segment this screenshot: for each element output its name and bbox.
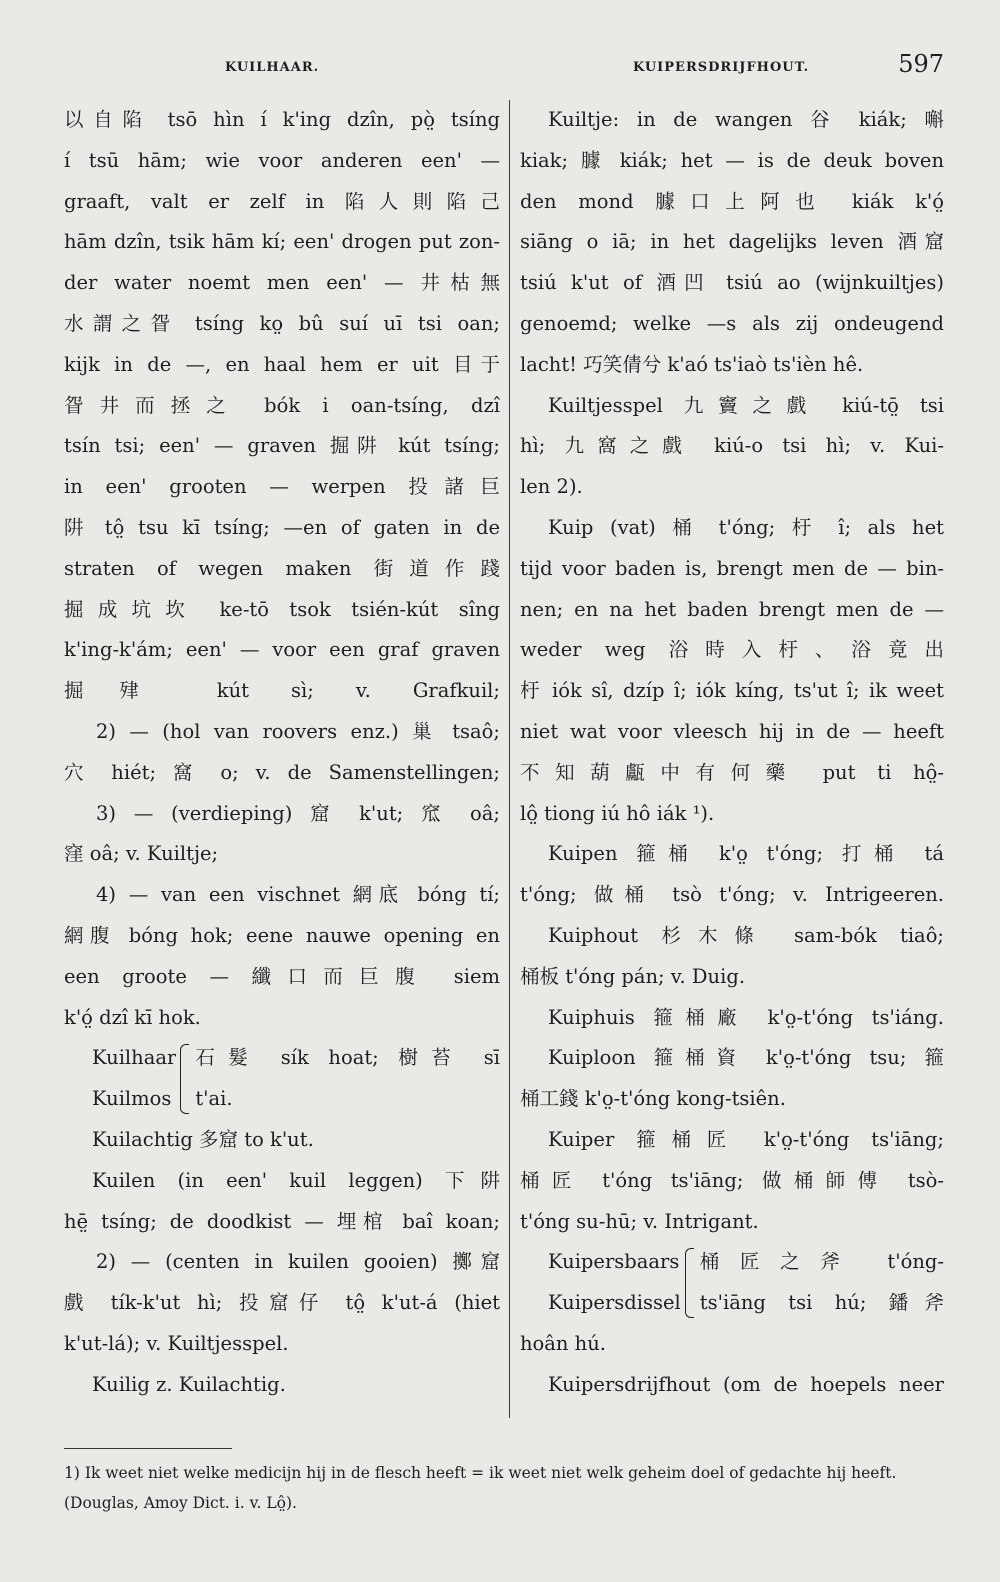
entry-line: in een' grooten — werpen 投諸巨 — [64, 475, 500, 499]
entry-line: den mond 臄口上阿也 kiák k'ó̤ — [520, 189, 944, 213]
entry-line: 2) — (hol van roovers enz.) 巢 tsaô; — [96, 719, 500, 743]
entry-line: Kuiphuis 箍桶廠 k'o̤-t'óng ts'iáng. — [548, 1005, 944, 1029]
entry-line: weder weg 浴時入杅、浴竟出 — [520, 638, 944, 662]
entry-line: graaft, valt er zelf in 陷人則陷己 — [64, 189, 500, 213]
entry-line: 桶板 t'óng pán; v. Duig. — [520, 964, 746, 988]
entry-line: 掘肂 kút sì; v. Grafkuil; — [64, 679, 500, 703]
entry-line: Kuiltjesspel 九竇之戲 kiú-tō̤ tsi — [548, 393, 944, 417]
entry-line: 穴 hiét; 窩 o; v. de Samenstellingen; — [64, 760, 500, 784]
page-number: 597 — [898, 50, 944, 78]
entry-line: tsiú k'ut of 酒凹 tsiú ao (wijnkuiltjes) — [520, 271, 944, 295]
entry-line: t'óng; 做桶 tsò t'óng; v. Intrigeeren. — [520, 883, 944, 907]
entry-line: der water noemt men een' — 井枯無 — [64, 271, 500, 295]
entry-line: lacht! 巧笑倩兮 k'aó ts'iaò ts'ièn hê. — [520, 352, 864, 376]
entry-line: 網腹 bóng hok; eene nauwe opening en — [64, 923, 500, 947]
entry-line: straten of wegen maken 街道作踐 — [64, 556, 500, 580]
entry-line: genoemd; welke —s als zij ondeugend — [520, 311, 944, 335]
brace-headwords — [548, 1242, 681, 1324]
entry-line: ts'iāng tsi hú; 鐇斧 — [699, 1291, 944, 1315]
entry-line: 石髮 sík hoat; 樹苔 sī — [195, 1046, 500, 1070]
entry-line: tsín tsi; een' — graven 掘阱 kút tsíng; — [64, 434, 500, 458]
entry-line: Kuilachtig 多窟 to k'ut. — [92, 1127, 314, 1151]
headword: Kuipersbaars — [548, 1250, 680, 1274]
brace-entry-group — [64, 1038, 500, 1120]
brace-definition — [700, 1242, 944, 1324]
footnote-rule — [64, 1448, 232, 1449]
entry-line: 桶工錢 k'o̤-t'óng kong-tsiên. — [520, 1087, 786, 1111]
entry-line: 掘成坑坎 ke-tō tsok tsién-kút sîng — [64, 597, 500, 621]
running-head-center: KUIPERSDRIJFHOUT. — [633, 60, 810, 75]
entry-line: t'ai. — [195, 1087, 233, 1111]
entry-line: 戲 tík-k'ut hì; 投窟仔 tô̤ k'ut-á (hiet — [64, 1291, 500, 1315]
entry-line: 水謂之眢 tsíng ko̤ bû suí uī tsi oan; — [64, 311, 500, 335]
entry-line: kijk in de —, en haal hem er uit 目于 — [64, 352, 500, 376]
entry-line: hām dzîn, tsik hām kí; een' drogen put zon- — [64, 230, 500, 254]
entry-line: k'ut-lá); v. Kuiltjesspel. — [64, 1331, 289, 1355]
entry-line: hē̤ tsíng; de doodkist — 埋棺 baî koan; — [64, 1209, 500, 1233]
entry-line: Kuiper 箍桶匠 k'o̤-t'óng ts'iāng; — [548, 1127, 944, 1151]
entry-line: Kuip (vat) 桶 t'óng; 杅 î; als het — [548, 515, 944, 539]
brace-definition — [195, 1038, 500, 1120]
entry-line: 杅 iók sî, dzíp î; iók kíng, ts'ut î; ik weet — [520, 679, 944, 703]
entry-line: Kuilen (in een' kuil leggen) 下阱 — [92, 1168, 500, 1192]
entry-line: hoân hú. — [520, 1331, 606, 1355]
footnote-line: (Douglas, Amoy Dict. i. v. Lô̤). — [64, 1494, 297, 1512]
entry-line: Kuiltje: in de wangen 谷 kiák; 嘝 — [548, 108, 944, 131]
entry-line: lô̤ tiong iú hô iák ¹). — [520, 801, 715, 825]
entry-line: 眢井而拯之 bók i oan-tsíng, dzî — [64, 393, 500, 417]
entry-line: nen; en na het baden brengt men de — — [520, 597, 944, 621]
entry-line: len 2). — [520, 475, 583, 499]
curly-brace — [685, 1248, 694, 1318]
entry-line: Kuipen 箍桶 k'o̤ t'óng; 打桶 tá — [548, 842, 944, 866]
brace-headwords — [92, 1038, 176, 1120]
entry-line: Kuipersdrijfhout (om de hoepels neer — [548, 1372, 944, 1396]
entry-line: niet wat voor vleesch hij in de — heeft — [520, 719, 944, 743]
footnote — [64, 1458, 949, 1518]
entry-line: Kuiploon 箍桶資 k'o̤-t'óng tsu; 箍 — [548, 1046, 944, 1070]
entry-line: 2) — (centen in kuilen gooien) 擲窟 — [96, 1250, 500, 1274]
entry-line: 以自陷 tsō hìn í k'ing dzîn, pò̤ tsíng — [64, 108, 500, 131]
entry-line: tijd voor baden is, brengt men de — bin- — [520, 556, 944, 580]
entry-line: í tsū hām; wie voor anderen een' — — [64, 148, 500, 172]
entry-line: 窪 oâ; v. Kuiltje; — [64, 842, 219, 866]
entry-line: 3) — (verdieping) 窟 k'ut; 窊 oâ; — [96, 801, 500, 825]
headword: Kuipersdissel — [548, 1291, 681, 1315]
right-column — [520, 100, 944, 1406]
curly-brace — [180, 1044, 189, 1114]
brace-entry-group — [520, 1242, 944, 1324]
column-divider — [509, 100, 510, 1418]
entry-line: kiak; 臄 kiák; het — is de deuk boven — [520, 148, 944, 172]
entry-line: hì; 九窩之戲 kiú-o tsi hì; v. Kui- — [520, 434, 944, 458]
entry-line: siāng o iā; in het dagelijks leven 酒窟 — [520, 230, 944, 254]
entry-line: k'ó̤ dzî kī hok. — [64, 1005, 201, 1029]
entry-line: 4) — van een vischnet 網底 bóng tí; — [96, 883, 500, 907]
left-column — [64, 100, 500, 1406]
entry-line: k'ing-k'ám; een' — voor een graf graven — [64, 638, 500, 662]
entry-line: t'óng su-hū; v. Intrigant. — [520, 1209, 759, 1233]
running-head-left: KUILHAAR. — [225, 60, 320, 75]
entry-line: 桶匠 t'óng ts'iāng; 做桶師傅 tsò- — [520, 1168, 944, 1192]
entry-line: 桶匠之斧 t'óng- — [699, 1250, 944, 1274]
entry-line: 不知葫甗中有何藥 put ti hô̤- — [520, 760, 944, 784]
entry-line: Kuilig z. Kuilachtig. — [92, 1372, 286, 1396]
headword: Kuilmos — [92, 1087, 172, 1111]
entry-line: 阱 tô̤ tsu kī tsíng; —en of gaten in de — [64, 515, 500, 539]
headword: Kuilhaar — [92, 1046, 177, 1070]
footnote-line: 1) Ik weet niet welke medicijn hij in de flesch heeft = ik weet niet welk geheim doel of gedachte hij heeft. — [64, 1464, 897, 1482]
entry-line: Kuiphout 杉木條 sam-bók tiaô; — [548, 923, 944, 947]
entry-line: een groote — 纖口而巨腹 siem — [64, 964, 500, 988]
